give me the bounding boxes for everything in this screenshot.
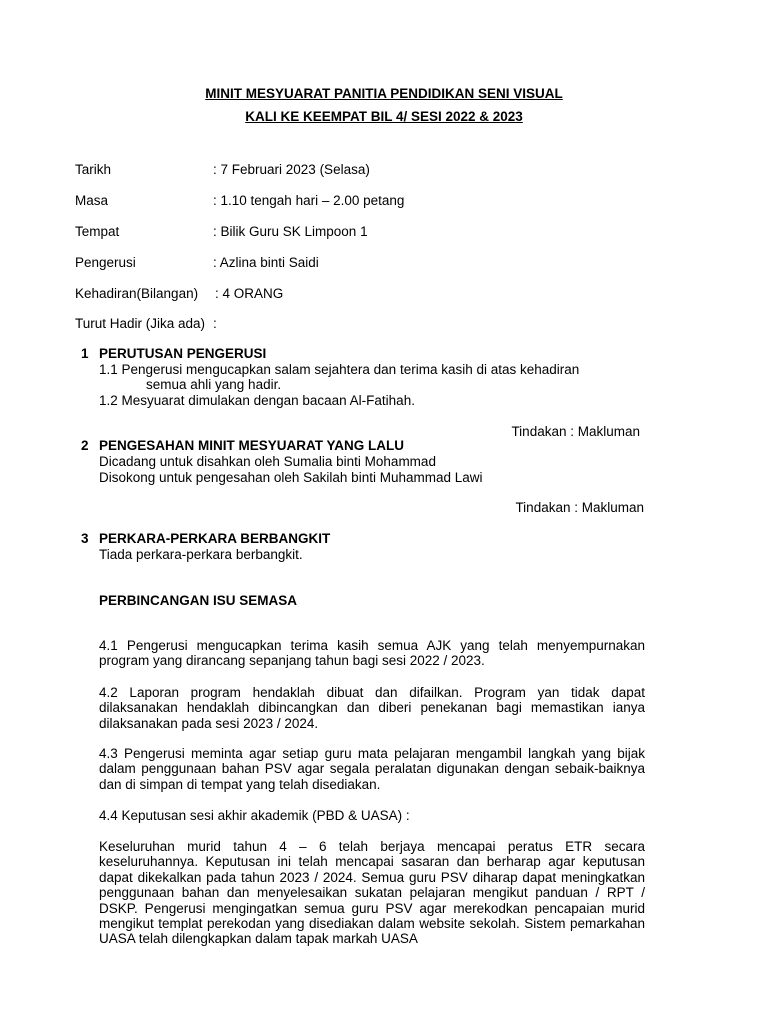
document-title-line1: MINIT MESYUARAT PANITIA PENDIDIKAN SENI VISUAL [205, 86, 563, 101]
meta-masa [75, 193, 405, 208]
section-3-heading: PERKARA-PERKARA BERBANGKIT [99, 531, 331, 546]
section-2-line-1: Dicadang untuk disahkan oleh Sumalia binti Mohammad [99, 454, 436, 469]
meta-label: Pengerusi [75, 255, 136, 270]
section-1-number: 1 [81, 346, 89, 361]
paragraph-4-4-heading: 4.4 Keputusan sesi akhir akademik (PBD & UASA) : [99, 808, 410, 823]
document-title-line2: KALI KE KEEMPAT BIL 4/ SESI 2022 & 2023 [245, 109, 523, 124]
section-3-line-1: Tiada perkara-perkara berbangkit. [99, 547, 303, 562]
section-1-item-1-cont: semua ahli yang hadir. [146, 377, 282, 392]
section-1-tindakan: Tindakan : Makluman [511, 424, 640, 439]
section-1-item-1: 1.1 Pengerusi mengucapkan salam sejahtera dan terima kasih di atas kehadiran [99, 362, 580, 377]
meta-label: Tempat [75, 224, 120, 239]
meta-value: : 4 ORANG [215, 286, 284, 301]
paragraph-4-2: 4.2 Laporan program hendaklah dibuat dan difailkan. Program yan tidak dapat dilaksanakan hendaklah dibincangkan dan diberi penekanan bagi memastikan ianya dilaksanakan pada sesi 2023 / 2024. [99, 685, 645, 731]
meta-value: : [213, 316, 217, 331]
paragraph-4-3: 4.3 Pengerusi meminta agar setiap guru mata pelajaran mengambil langkah yang bijak dalam penggunaan bahan PSV agar segala peralatan digunakan dengan sebaik-baiknya dan di simpan di tempat yang telah disediakan. [99, 746, 645, 792]
meta-label: Kehadiran(Bilangan) [75, 286, 199, 301]
meta-value: : Bilik Guru SK Limpoon 1 [213, 224, 368, 239]
meta-kehadiran [75, 286, 284, 301]
section-2-tindakan: Tindakan : Makluman [515, 500, 644, 515]
section-2-number: 2 [81, 438, 89, 453]
meta-label: Turut Hadir (Jika ada) [75, 316, 206, 331]
meta-value: : 7 Februari 2023 (Selasa) [213, 162, 370, 177]
meta-turut-hadir [75, 316, 217, 331]
meta-pengerusi [75, 255, 319, 270]
meta-tempat [75, 224, 368, 239]
section-1-item-2: 1.2 Mesyuarat dimulakan dengan bacaan Al-Fatihah. [99, 393, 415, 408]
paragraph-4-4-body: Keseluruhan murid tahun 4 – 6 telah berjaya mencapai peratus ETR secara keseluruhannya. Keputusan ini telah mencapai sasaran dan berharap agar keputusan dapat dikekalkan pada tahun 2023 / 2024. Semua guru PSV diharap dapat meningkatkan penggunaan bahan dan menyelesaikan sukatan pelajaran mengikut panduan / RPT / DSKP. Pengerusi mengingatkan semua guru PSV agar merekodkan pencapaian murid mengikut templat perekodan yang disediakan dalam website sekolah. Sistem pemarkahan UASA telah dilengkapkan dalam tapak markah UASA [99, 839, 645, 947]
section-2-heading: PENGESAHAN MINIT MESYUARAT YANG LALU [99, 438, 405, 453]
section-4-heading: PERBINCANGAN ISU SEMASA [99, 593, 298, 608]
meta-value: : Azlina binti Saidi [213, 255, 319, 270]
section-3-number: 3 [81, 531, 89, 546]
meta-label: Tarikh [75, 162, 112, 177]
meta-value: : 1.10 tengah hari – 2.00 petang [213, 193, 405, 208]
meta-label: Masa [75, 193, 109, 208]
section-1-heading: PERUTUSAN PENGERUSI [99, 346, 267, 361]
section-2-line-2: Disokong untuk pengesahan oleh Sakilah binti Muhammad Lawi [99, 470, 483, 485]
meta-tarikh [75, 162, 370, 177]
paragraph-4-1: 4.1 Pengerusi mengucapkan terima kasih semua AJK yang telah menyempurnakan program yang dirancang sepanjang tahun bagi sesi 2022 / 2023. [99, 638, 645, 669]
